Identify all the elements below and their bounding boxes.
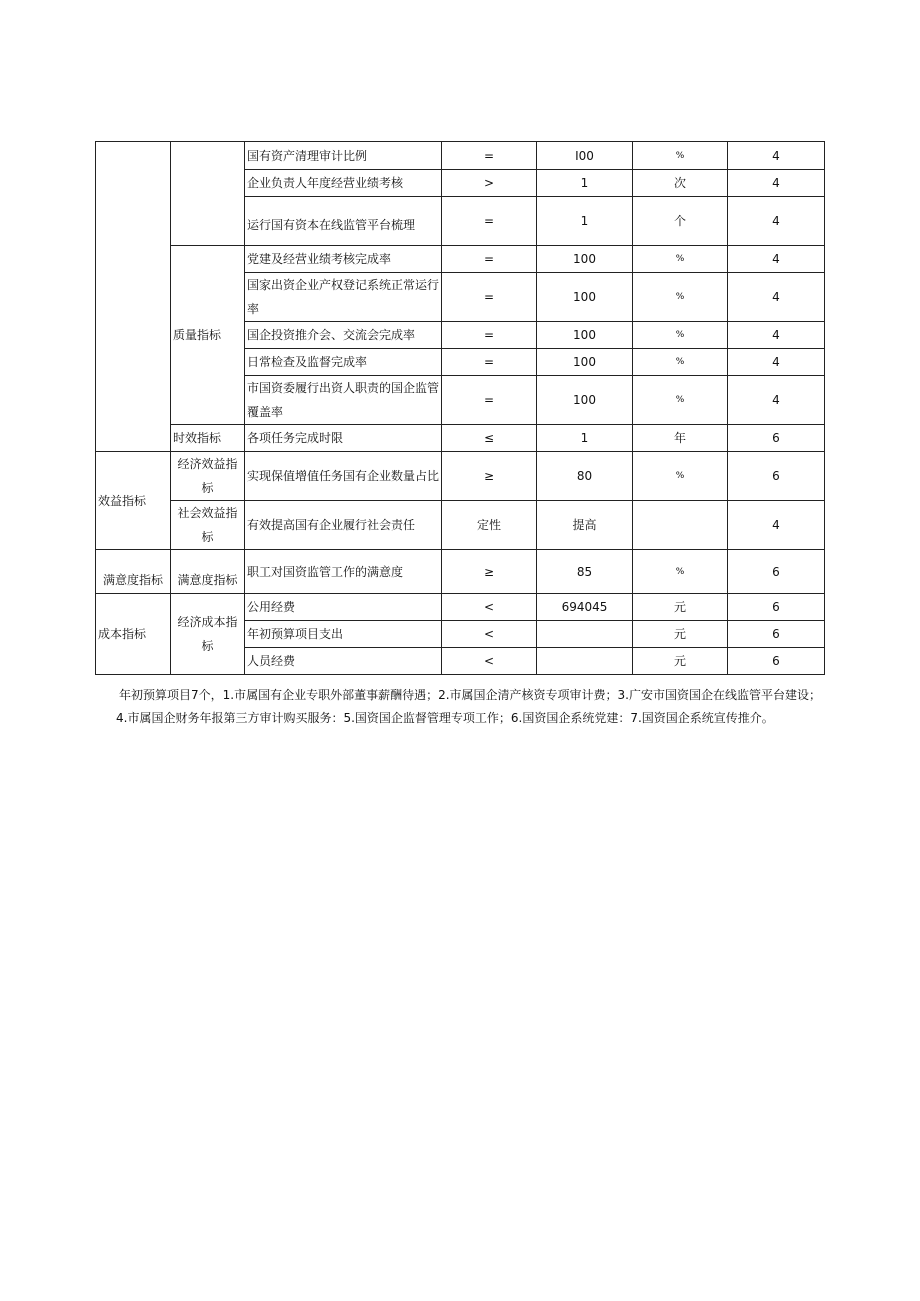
indicator-name: 公用经费	[245, 594, 442, 621]
level2-cell: 时效指标	[171, 425, 245, 452]
level2-cell	[171, 142, 245, 246]
target-value: I00	[537, 142, 633, 170]
level2-cell: 质量指标	[171, 246, 245, 425]
operator-cell: =	[442, 142, 537, 170]
target-value	[537, 621, 633, 648]
unit-cell: %	[633, 322, 728, 349]
target-value: 1	[537, 170, 633, 197]
table-row	[96, 425, 825, 452]
score-cell: 4	[728, 142, 825, 170]
table-row	[96, 594, 825, 621]
unit-cell: 元	[633, 621, 728, 648]
indicator-name: 运行国有资本在线监管平台梳理	[245, 197, 442, 246]
operator-cell: ≤	[442, 425, 537, 452]
unit-cell: 次	[633, 170, 728, 197]
indicator-name: 国有资产清理审计比例	[245, 142, 442, 170]
operator-cell: ≥	[442, 452, 537, 501]
score-cell: 4	[728, 501, 825, 550]
target-value	[537, 648, 633, 675]
unit-cell: %	[633, 273, 728, 322]
level1-cell: 成本指标	[96, 594, 171, 675]
score-cell: 6	[728, 550, 825, 594]
level2-cell: 满意度指标	[171, 550, 245, 594]
level2-cell: 社会效益指标	[171, 501, 245, 550]
indicator-name: 市国资委履行出资人职责的国企监管覆盖率	[245, 376, 442, 425]
operator-cell: =	[442, 322, 537, 349]
score-cell: 6	[728, 648, 825, 675]
target-value: 80	[537, 452, 633, 501]
score-cell: 6	[728, 594, 825, 621]
target-value: 85	[537, 550, 633, 594]
level1-cell: 满意度指标	[96, 550, 171, 594]
budget-note-line-1: 年初预算项目7个，1.市属国有企业专职外部董事薪酬待遇；2.市属国企清产核资专项审计费；3.广安市国资国企在线监管平台建设；	[119, 688, 821, 702]
target-value: 100	[537, 376, 633, 425]
table-row	[96, 452, 825, 501]
indicator-name: 有效提高国有企业履行社会责任	[245, 501, 442, 550]
unit-cell: 个	[633, 197, 728, 246]
unit-cell: 元	[633, 648, 728, 675]
score-cell: 4	[728, 349, 825, 376]
indicator-name: 国企投资推介会、交流会完成率	[245, 322, 442, 349]
score-cell: 4	[728, 170, 825, 197]
unit-cell: %	[633, 376, 728, 425]
indicator-name: 各项任务完成时限	[245, 425, 442, 452]
level2-cell: 经济效益指标	[171, 452, 245, 501]
score-cell: 4	[728, 322, 825, 349]
target-value: 100	[537, 349, 633, 376]
table-row	[96, 501, 825, 550]
level1-cell	[96, 142, 171, 452]
unit-cell: %	[633, 349, 728, 376]
operator-cell: >	[442, 170, 537, 197]
score-cell: 4	[728, 376, 825, 425]
level1-cell: 效益指标	[96, 452, 171, 550]
operator-cell: <	[442, 594, 537, 621]
unit-cell: %	[633, 452, 728, 501]
table-row	[96, 550, 825, 594]
operator-cell: =	[442, 273, 537, 322]
table-row	[96, 142, 825, 170]
target-value: 694045	[537, 594, 633, 621]
operator-cell: ≥	[442, 550, 537, 594]
unit-cell	[633, 501, 728, 550]
operator-cell: 定性	[442, 501, 537, 550]
indicator-name: 党建及经营业绩考核完成率	[245, 246, 442, 273]
indicator-name: 企业负责人年度经营业绩考核	[245, 170, 442, 197]
budget-note-line-2: 4.市属国企财务年报第三方审计购买服务：5.国资国企监督管理专项工作；6.国资国企系统党建：7.国资国企系统宣传推介。	[116, 711, 774, 725]
score-cell: 4	[728, 273, 825, 322]
score-cell: 6	[728, 452, 825, 501]
score-cell: 4	[728, 246, 825, 273]
target-value: 100	[537, 273, 633, 322]
target-value: 100	[537, 246, 633, 273]
target-value: 提高	[537, 501, 633, 550]
unit-cell: %	[633, 550, 728, 594]
target-value: 100	[537, 322, 633, 349]
score-cell: 6	[728, 425, 825, 452]
indicator-name: 实现保值增值任务国有企业数量占比	[245, 452, 442, 501]
table-row	[96, 246, 825, 273]
indicator-name: 职工对国资监管工作的满意度	[245, 550, 442, 594]
score-cell: 4	[728, 197, 825, 246]
target-value: 1	[537, 197, 633, 246]
indicator-name: 年初预算项目支出	[245, 621, 442, 648]
unit-cell: %	[633, 142, 728, 170]
indicator-name: 国家出资企业产权登记系统正常运行率	[245, 273, 442, 322]
operator-cell: =	[442, 197, 537, 246]
performance-indicator-table	[95, 141, 825, 675]
operator-cell: =	[442, 376, 537, 425]
operator-cell: <	[442, 648, 537, 675]
operator-cell: =	[442, 246, 537, 273]
indicator-name: 人员经费	[245, 648, 442, 675]
operator-cell: =	[442, 349, 537, 376]
unit-cell: %	[633, 246, 728, 273]
unit-cell: 年	[633, 425, 728, 452]
unit-cell: 元	[633, 594, 728, 621]
target-value: 1	[537, 425, 633, 452]
operator-cell: <	[442, 621, 537, 648]
score-cell: 6	[728, 621, 825, 648]
indicator-name: 日常检查及监督完成率	[245, 349, 442, 376]
level2-cell: 经济成本指标	[171, 594, 245, 675]
